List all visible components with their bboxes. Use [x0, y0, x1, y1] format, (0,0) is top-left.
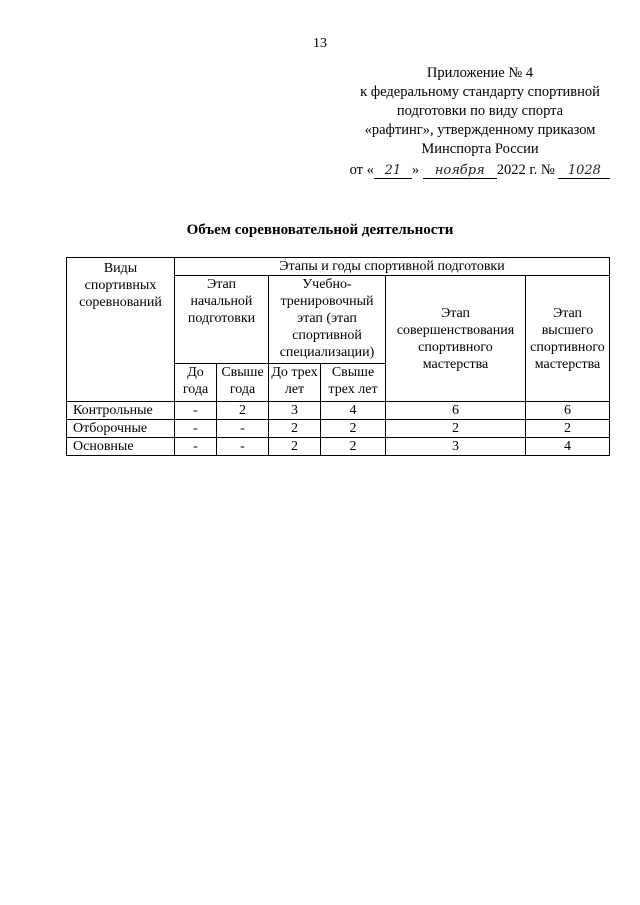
table-cell: 4 [321, 402, 386, 420]
order-year: 2022 г. № [496, 162, 555, 178]
appendix-block [345, 64, 615, 180]
header-stage-training: Учебно-тренировочный этап (этап спортивной специализации) [269, 276, 386, 364]
header-competition-types: Виды спортивных соревнований [67, 258, 175, 402]
row-label: Контрольные [67, 402, 175, 420]
order-number-handwritten: 1028 [558, 163, 610, 179]
appendix-line-4: «рафтинг», утвержденному приказом [364, 122, 596, 138]
table-cell: - [175, 402, 217, 420]
table-cell: 3 [269, 402, 321, 420]
table-cell: 6 [386, 402, 526, 420]
table-cell: - [175, 420, 217, 438]
header-sub-training-1: До трех лет [269, 364, 321, 402]
order-day-handwritten: 21 [374, 163, 412, 179]
table-cell: 2 [526, 420, 610, 438]
competition-table [66, 257, 610, 456]
table-cell: - [175, 438, 217, 456]
page-number: 13 [313, 36, 327, 51]
table-row [67, 402, 610, 420]
table-cell: 4 [526, 438, 610, 456]
table-cell: 2 [269, 438, 321, 456]
appendix-line-3: подготовки по виду спорта [396, 103, 564, 119]
order-mid: » [411, 162, 420, 178]
header-sub-initial-1: До года [175, 364, 217, 402]
header-stage-improvement: Этап совершенствования спортивного мастерства [386, 276, 526, 402]
appendix-line-2: к федеральному стандарту спортивной [360, 84, 600, 100]
order-month-handwritten: ноября [423, 163, 497, 179]
table-cell: - [217, 420, 269, 438]
header-stage-initial: Этап начальной подготовки [175, 276, 269, 364]
header-sub-initial-2: Свыше года [217, 364, 269, 402]
table-cell: - [217, 438, 269, 456]
table-cell: 2 [269, 420, 321, 438]
order-prefix: от « [349, 162, 374, 178]
table-cell: 6 [526, 402, 610, 420]
header-sub-training-2: Свыше трех лет [321, 364, 386, 402]
table-cell: 2 [321, 438, 386, 456]
table-cell: 3 [386, 438, 526, 456]
appendix-line-1: Приложение № 4 [426, 65, 534, 81]
table-cell: 2 [321, 420, 386, 438]
table-cell: 2 [386, 420, 526, 438]
header-stage-highest: Этап высшего спортивного мастерства [526, 276, 610, 402]
appendix-line-5: Минспорта России [421, 141, 539, 157]
table-row [67, 438, 610, 456]
table-cell: 2 [217, 402, 269, 420]
order-line [345, 161, 615, 180]
header-stages-group: Этапы и годы спортивной подготовки [175, 258, 610, 276]
row-label: Отборочные [67, 420, 175, 438]
document-title: Объем соревновательной деятельности [186, 222, 454, 238]
table-row [67, 420, 610, 438]
row-label: Основные [67, 438, 175, 456]
